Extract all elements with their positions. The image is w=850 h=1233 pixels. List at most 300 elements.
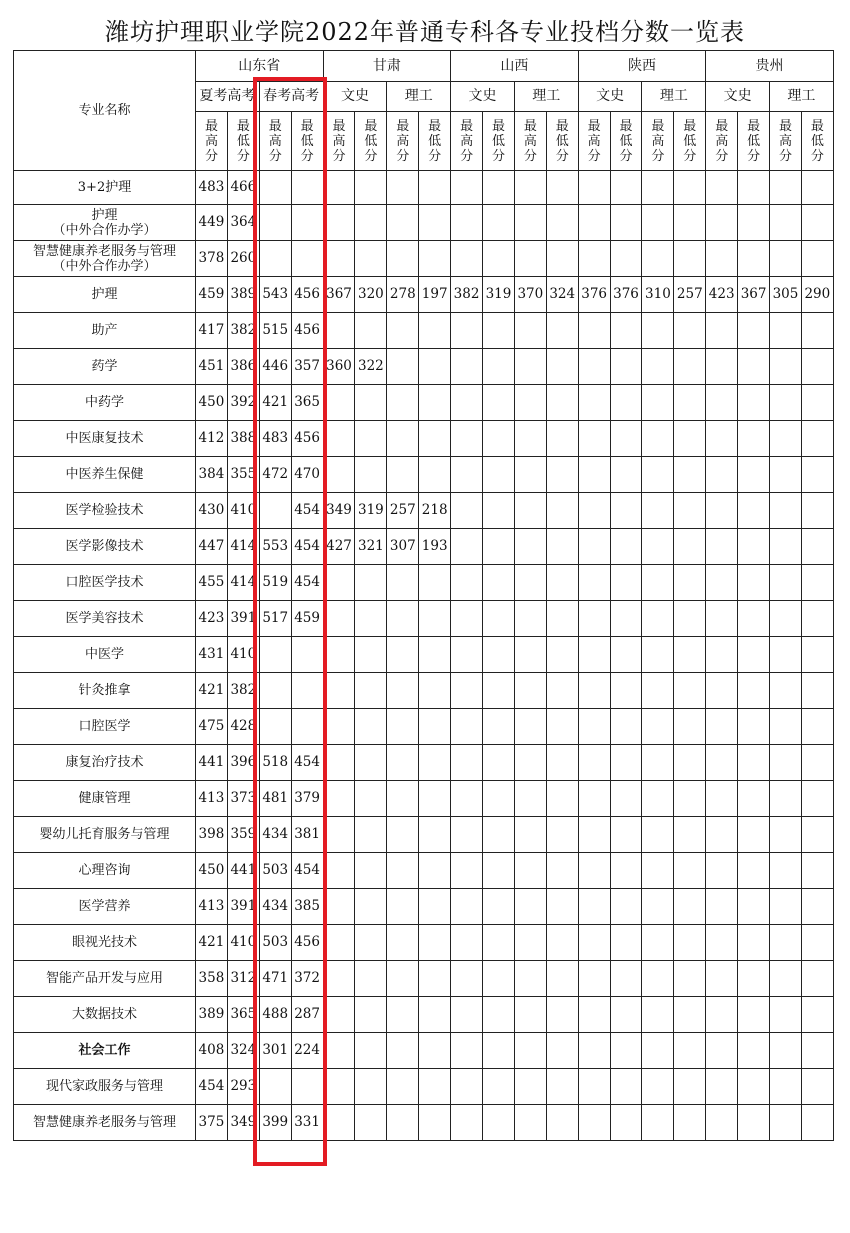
major-name: 护理 — [14, 277, 196, 313]
table-header — [14, 51, 834, 171]
score-cell — [451, 1033, 483, 1069]
score-cell — [387, 349, 419, 385]
score-cell — [323, 853, 355, 889]
score-cell: 441 — [196, 745, 228, 781]
score-cell — [546, 421, 578, 457]
table-body — [14, 171, 834, 1141]
score-cell — [451, 637, 483, 673]
score-cell — [483, 421, 515, 457]
score-cell — [770, 1069, 802, 1105]
score-cell — [514, 529, 546, 565]
score-cell — [801, 529, 833, 565]
score-cell — [291, 637, 323, 673]
score-cell — [323, 421, 355, 457]
score-cell — [546, 601, 578, 637]
score-cell — [451, 709, 483, 745]
score-cell — [674, 493, 706, 529]
score-cell — [674, 241, 706, 277]
score-cell — [387, 889, 419, 925]
score-cell — [483, 349, 515, 385]
score-cell: 365 — [227, 997, 259, 1033]
major-name: 3+2护理 — [14, 171, 196, 205]
score-cell — [451, 457, 483, 493]
score-cell: 410 — [227, 925, 259, 961]
table-row — [14, 313, 834, 349]
score-cell — [770, 349, 802, 385]
score-cell — [355, 1033, 387, 1069]
score-cell: 414 — [227, 529, 259, 565]
score-cell — [291, 241, 323, 277]
score-cell: 454 — [291, 493, 323, 529]
score-cell — [483, 205, 515, 241]
score-cell — [259, 709, 291, 745]
min-score-label: 最 低 分 — [546, 112, 578, 171]
table-row — [14, 171, 834, 205]
major-name: 眼视光技术 — [14, 925, 196, 961]
score-cell — [451, 745, 483, 781]
min-score-label: 最 低 分 — [291, 112, 323, 171]
score-cell — [419, 1033, 451, 1069]
score-cell: 396 — [227, 745, 259, 781]
score-cell — [483, 529, 515, 565]
score-cell — [323, 997, 355, 1033]
exam-type-header: 夏考高考 — [196, 82, 260, 112]
score-cell — [514, 385, 546, 421]
major-name: 中医学 — [14, 637, 196, 673]
score-cell — [546, 1033, 578, 1069]
score-cell — [642, 997, 674, 1033]
score-cell — [483, 241, 515, 277]
major-name: 口腔医学技术 — [14, 565, 196, 601]
header-row-provinces — [14, 51, 834, 82]
score-cell — [355, 673, 387, 709]
score-cell: 471 — [259, 961, 291, 997]
score-cell — [642, 421, 674, 457]
score-cell: 519 — [259, 565, 291, 601]
score-cell — [323, 637, 355, 673]
score-cell: 375 — [196, 1105, 228, 1141]
score-cell — [323, 1105, 355, 1141]
score-cell: 399 — [259, 1105, 291, 1141]
score-cell — [610, 925, 642, 961]
score-cell — [419, 673, 451, 709]
score-cell — [642, 385, 674, 421]
score-cell — [610, 565, 642, 601]
score-cell — [610, 817, 642, 853]
score-cell — [578, 961, 610, 997]
score-cell — [738, 709, 770, 745]
score-cell — [419, 853, 451, 889]
score-cell: 410 — [227, 493, 259, 529]
score-cell — [738, 745, 770, 781]
score-cell — [291, 673, 323, 709]
province-header: 甘肃 — [323, 51, 451, 82]
major-name: 大数据技术 — [14, 997, 196, 1033]
score-cell — [706, 673, 738, 709]
score-cell: 355 — [227, 457, 259, 493]
score-cell — [674, 889, 706, 925]
score-cell — [514, 817, 546, 853]
score-cell — [259, 637, 291, 673]
score-cell — [738, 385, 770, 421]
score-cell: 543 — [259, 277, 291, 313]
score-cell — [323, 709, 355, 745]
score-cell — [674, 781, 706, 817]
score-cell — [801, 601, 833, 637]
score-cell — [514, 781, 546, 817]
score-cell — [419, 601, 451, 637]
score-cell — [706, 1105, 738, 1141]
score-cell — [642, 817, 674, 853]
score-cell: 370 — [514, 277, 546, 313]
score-cell — [355, 171, 387, 205]
score-cell — [323, 925, 355, 961]
table-row — [14, 1105, 834, 1141]
score-cell: 517 — [259, 601, 291, 637]
score-cell — [451, 817, 483, 853]
score-cell — [706, 745, 738, 781]
score-cell — [770, 421, 802, 457]
score-cell — [355, 1105, 387, 1141]
score-cell — [706, 313, 738, 349]
score-cell — [323, 889, 355, 925]
table-row — [14, 529, 834, 565]
score-cell — [355, 1069, 387, 1105]
score-cell — [770, 205, 802, 241]
score-cell — [483, 565, 515, 601]
score-cell: 349 — [323, 493, 355, 529]
score-cell: 454 — [291, 745, 323, 781]
score-cell: 372 — [291, 961, 323, 997]
score-cell: 413 — [196, 781, 228, 817]
score-cell — [578, 817, 610, 853]
score-cell — [387, 961, 419, 997]
score-cell — [738, 457, 770, 493]
score-cell: 410 — [227, 637, 259, 673]
score-cell: 365 — [291, 385, 323, 421]
score-cell — [483, 853, 515, 889]
score-cell — [578, 853, 610, 889]
major-name: 助产 — [14, 313, 196, 349]
score-cell — [610, 205, 642, 241]
score-cell — [514, 565, 546, 601]
major-name: 心理咨询 — [14, 853, 196, 889]
score-cell: 446 — [259, 349, 291, 385]
max-score-label: 最 高 分 — [323, 112, 355, 171]
score-cell — [674, 925, 706, 961]
score-cell — [323, 1033, 355, 1069]
score-cell — [355, 925, 387, 961]
score-cell — [323, 565, 355, 601]
score-cell — [323, 961, 355, 997]
score-cell: 349 — [227, 1105, 259, 1141]
score-cell — [642, 349, 674, 385]
score-cell — [451, 493, 483, 529]
page-title: 潍坊护理职业学院2022年普通专科各专业投档分数一览表 — [104, 18, 746, 46]
score-cell: 421 — [196, 925, 228, 961]
score-cell — [387, 997, 419, 1033]
score-cell — [770, 1033, 802, 1069]
province-header: 山东省 — [196, 51, 324, 82]
max-score-label: 最 高 分 — [578, 112, 610, 171]
score-cell — [419, 637, 451, 673]
score-cell — [578, 529, 610, 565]
score-cell — [451, 961, 483, 997]
score-cell: 278 — [387, 277, 419, 313]
score-cell: 421 — [259, 385, 291, 421]
score-cell — [642, 601, 674, 637]
score-cell — [674, 349, 706, 385]
score-cell: 518 — [259, 745, 291, 781]
score-cell — [674, 1033, 706, 1069]
score-cell: 389 — [227, 277, 259, 313]
score-cell — [674, 961, 706, 997]
table-row — [14, 997, 834, 1033]
score-cell — [801, 421, 833, 457]
major-name: 现代家政服务与管理 — [14, 1069, 196, 1105]
score-cell — [706, 853, 738, 889]
score-cell — [291, 709, 323, 745]
score-cell — [419, 889, 451, 925]
score-cell — [610, 421, 642, 457]
score-cell: 389 — [196, 997, 228, 1033]
score-cell — [706, 171, 738, 205]
score-cell: 367 — [738, 277, 770, 313]
score-cell: 257 — [387, 493, 419, 529]
score-cell — [419, 457, 451, 493]
major-name: 医学营养 — [14, 889, 196, 925]
score-cell — [546, 709, 578, 745]
score-cell: 450 — [196, 385, 228, 421]
score-cell: 367 — [323, 277, 355, 313]
province-header: 山西 — [451, 51, 579, 82]
score-cell: 449 — [196, 205, 228, 241]
score-cell: 427 — [323, 529, 355, 565]
score-cell: 319 — [355, 493, 387, 529]
score-cell — [259, 171, 291, 205]
score-cell — [642, 529, 674, 565]
score-cell — [387, 241, 419, 277]
score-cell — [546, 997, 578, 1033]
score-cell — [483, 745, 515, 781]
table-row — [14, 493, 834, 529]
score-cell — [706, 421, 738, 457]
major-name: 社会工作 — [14, 1033, 196, 1069]
score-cell: 398 — [196, 817, 228, 853]
score-cell — [706, 997, 738, 1033]
score-cell — [674, 673, 706, 709]
exam-type-header: 理工 — [387, 82, 451, 112]
score-cell — [419, 421, 451, 457]
score-cell — [546, 673, 578, 709]
score-cell — [514, 637, 546, 673]
score-cell — [387, 853, 419, 889]
score-cell — [546, 205, 578, 241]
score-cell: 364 — [227, 205, 259, 241]
max-score-label: 最 高 分 — [642, 112, 674, 171]
score-cell — [770, 781, 802, 817]
score-cell — [801, 493, 833, 529]
score-cell — [801, 1033, 833, 1069]
score-cell — [355, 961, 387, 997]
major-name: 医学美容技术 — [14, 601, 196, 637]
score-cell — [706, 961, 738, 997]
score-cell — [801, 457, 833, 493]
score-cell — [610, 889, 642, 925]
score-cell: 475 — [196, 709, 228, 745]
score-cell — [546, 1105, 578, 1141]
score-cell — [451, 529, 483, 565]
table-row — [14, 1069, 834, 1105]
score-cell — [483, 889, 515, 925]
score-cell — [323, 241, 355, 277]
score-cell — [578, 493, 610, 529]
score-cell — [578, 601, 610, 637]
score-cell: 359 — [227, 817, 259, 853]
score-cell: 503 — [259, 925, 291, 961]
score-cell — [387, 1105, 419, 1141]
score-cell — [323, 385, 355, 421]
score-cell: 412 — [196, 421, 228, 457]
score-cell — [642, 457, 674, 493]
score-cell — [706, 565, 738, 601]
exam-type-header: 文史 — [706, 82, 770, 112]
score-cell — [451, 241, 483, 277]
score-cell — [770, 601, 802, 637]
score-cell: 197 — [419, 277, 451, 313]
score-cell — [738, 997, 770, 1033]
score-cell — [642, 1069, 674, 1105]
score-cell — [514, 961, 546, 997]
score-cell: 421 — [196, 673, 228, 709]
score-cell — [514, 457, 546, 493]
score-cell — [642, 709, 674, 745]
score-cell — [355, 421, 387, 457]
score-cell: 434 — [259, 817, 291, 853]
score-cell: 287 — [291, 997, 323, 1033]
score-cell — [801, 313, 833, 349]
score-cell — [578, 457, 610, 493]
score-cell — [610, 637, 642, 673]
score-cell — [483, 637, 515, 673]
score-cell: 381 — [291, 817, 323, 853]
score-cell — [419, 997, 451, 1033]
score-cell — [387, 781, 419, 817]
score-cell: 423 — [706, 277, 738, 313]
score-cell: 320 — [355, 277, 387, 313]
score-cell — [387, 1033, 419, 1069]
score-cell — [706, 349, 738, 385]
score-cell — [483, 673, 515, 709]
score-cell — [738, 313, 770, 349]
score-cell — [355, 601, 387, 637]
score-cell — [259, 1069, 291, 1105]
score-cell — [355, 241, 387, 277]
major-name: 药学 — [14, 349, 196, 385]
score-cell — [578, 709, 610, 745]
score-cell — [706, 925, 738, 961]
score-cell: 257 — [674, 277, 706, 313]
score-cell — [387, 637, 419, 673]
major-name: 婴幼儿托育服务与管理 — [14, 817, 196, 853]
score-cell — [546, 781, 578, 817]
score-cell — [706, 457, 738, 493]
score-cell — [738, 781, 770, 817]
score-cell — [323, 313, 355, 349]
table-row — [14, 385, 834, 421]
exam-type-header: 理工 — [770, 82, 834, 112]
major-name: 针灸推拿 — [14, 673, 196, 709]
score-cell — [642, 565, 674, 601]
score-cell — [451, 781, 483, 817]
score-cell — [546, 637, 578, 673]
score-cell — [514, 853, 546, 889]
score-cell — [674, 817, 706, 853]
score-cell — [451, 385, 483, 421]
exam-type-header: 理工 — [514, 82, 578, 112]
score-cell — [546, 925, 578, 961]
score-cell — [801, 205, 833, 241]
score-cell — [770, 961, 802, 997]
score-cell — [801, 565, 833, 601]
score-cell — [355, 709, 387, 745]
major-name: 中药学 — [14, 385, 196, 421]
exam-type-header: 文史 — [451, 82, 515, 112]
score-cell — [642, 171, 674, 205]
score-cell — [642, 637, 674, 673]
score-cell: 515 — [259, 313, 291, 349]
score-cell: 553 — [259, 529, 291, 565]
score-cell — [451, 421, 483, 457]
score-cell — [419, 745, 451, 781]
score-cell — [674, 565, 706, 601]
min-score-label: 最 低 分 — [419, 112, 451, 171]
score-cell — [578, 313, 610, 349]
score-cell: 459 — [196, 277, 228, 313]
score-cell — [770, 853, 802, 889]
table-row — [14, 709, 834, 745]
max-score-label: 最 高 分 — [514, 112, 546, 171]
score-cell — [483, 997, 515, 1033]
score-cell — [801, 781, 833, 817]
score-cell — [514, 997, 546, 1033]
score-cell — [355, 745, 387, 781]
score-cell — [451, 925, 483, 961]
score-cell — [578, 205, 610, 241]
score-cell — [419, 709, 451, 745]
score-cell — [387, 673, 419, 709]
score-cell — [801, 1105, 833, 1141]
score-cell — [642, 673, 674, 709]
score-cell — [355, 889, 387, 925]
score-cell: 385 — [291, 889, 323, 925]
score-cell — [419, 385, 451, 421]
major-name: 医学检验技术 — [14, 493, 196, 529]
score-cell — [355, 853, 387, 889]
score-cell — [419, 349, 451, 385]
score-cell — [642, 781, 674, 817]
score-cell — [387, 313, 419, 349]
table-row — [14, 781, 834, 817]
score-cell — [770, 241, 802, 277]
score-cell: 417 — [196, 313, 228, 349]
score-cell — [770, 529, 802, 565]
score-cell: 456 — [291, 421, 323, 457]
score-cell — [514, 889, 546, 925]
score-cell: 430 — [196, 493, 228, 529]
table-row — [14, 889, 834, 925]
max-score-label: 最 高 分 — [387, 112, 419, 171]
